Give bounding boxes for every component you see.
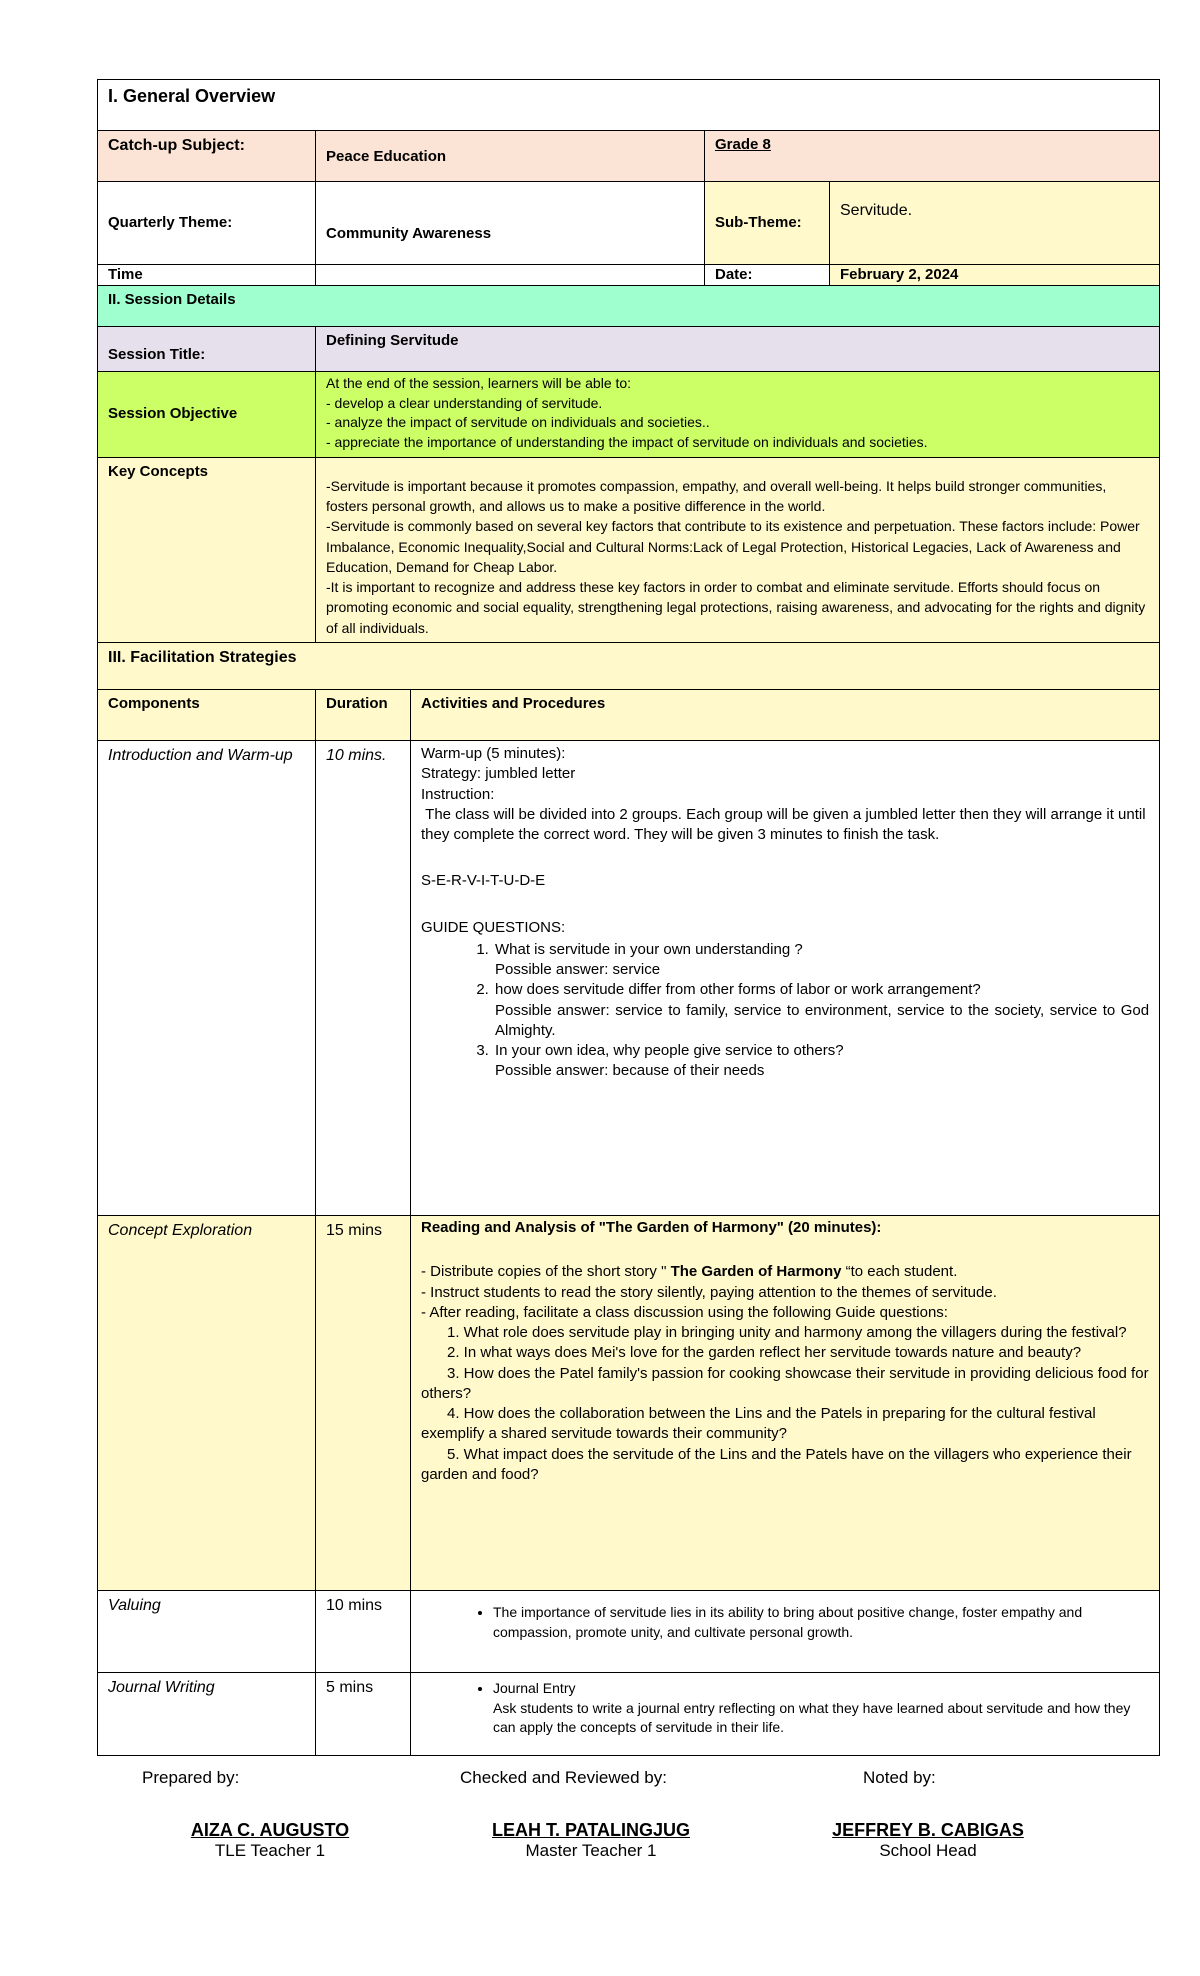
- sub-theme-value: Servitude.: [830, 182, 1160, 265]
- objective-line: - appreciate the importance of understanding the impact of servitude on individuals and societies.: [326, 434, 928, 451]
- guide-question: In your own idea, why people give service to others?: [495, 1042, 844, 1059]
- valuing-item: • The importance of servitude lies in its ability to bring about positive change, foster empathy and compassion, promote unity, and cultivate personal growth.: [493, 1603, 1149, 1642]
- checked-signatory: [460, 1820, 722, 1861]
- distribute-text: - Distribute copies of the short story ": [421, 1263, 671, 1281]
- time-value: [316, 265, 705, 286]
- instruction-label: Instruction:: [421, 785, 495, 803]
- lesson-plan-table: [97, 79, 1160, 1756]
- guide-questions-label: GUIDE QUESTIONS:: [421, 918, 566, 936]
- story-title: The Garden of Harmony: [670, 1263, 842, 1281]
- objective-line: - analyze the impact of servitude on individuals and societies..: [326, 414, 710, 431]
- catchup-subject-label: Catch-up Subject:: [98, 131, 316, 182]
- possible-answer: Possible answer: service: [495, 961, 661, 978]
- concept-paragraph: -Servitude is important because it promotes compassion, empathy, and overall well-being. It helps build stronger communities, fosters personal growth, and allows us to make a positive difference in the world.: [326, 477, 1107, 514]
- guide-question-item: [493, 940, 1149, 981]
- journal-entry-text: Ask students to write a journal entry reflecting on what they have learned about servitude and how they can apply the concepts of servitude in their life.: [493, 1699, 1131, 1736]
- noted-by-label: Noted by:: [863, 1768, 936, 1787]
- sub-theme-label: Sub-Theme:: [705, 182, 830, 265]
- catchup-subject-value: Peace Education: [316, 131, 705, 182]
- strategy-text: Strategy: jumbled letter: [421, 765, 576, 783]
- components-column-header: Components: [98, 690, 316, 741]
- concept-activities: [411, 1216, 1160, 1591]
- checked-name: LEAH T. PATALINGJUG: [492, 1820, 690, 1840]
- journal-list: [421, 1679, 1149, 1738]
- distribute-line: [421, 1262, 1149, 1282]
- objective-line: - develop a clear understanding of servitude.: [326, 394, 603, 411]
- prepared-name: AIZA C. AUGUSTO: [190, 1820, 350, 1840]
- time-label: Time: [98, 265, 316, 286]
- discussion-question: 3. How does the Patel family's passion for cooking showcase their servitude in providing delicious food for others?: [421, 1364, 1149, 1402]
- session-title-label: Session Title:: [98, 327, 316, 372]
- possible-answer: Possible answer: because of their needs: [495, 1062, 765, 1080]
- valuing-activities: [411, 1591, 1160, 1673]
- session-title-value: Defining Servitude: [316, 327, 1160, 372]
- general-overview-heading: I. General Overview: [98, 80, 1160, 131]
- checked-by-label: Checked and Reviewed by:: [460, 1768, 667, 1787]
- key-concepts-label: Key Concepts: [98, 457, 316, 642]
- warmup-label: Warm-up (5 minutes):: [421, 745, 566, 762]
- checked-title: Master Teacher 1: [525, 1841, 657, 1860]
- activities-column-header: Activities and Procedures: [411, 690, 1160, 741]
- guide-questions-list: [421, 940, 1149, 1082]
- guide-question: What is servitude in your own understanding ?: [495, 940, 803, 958]
- facilitation-heading: III. Facilitation Strategies: [98, 643, 1160, 690]
- discussion-question: 1. What role does servitude play in bringing unity and harmony among the villagers during the festival?: [447, 1324, 1127, 1341]
- discussion-question: 5. What impact does the servitude of the Lins and the Patels have on the villagers who experience their garden and food?: [421, 1445, 1132, 1483]
- instruct-line: - Instruct students to read the story silently, paying attention to the themes of servitude.: [421, 1283, 997, 1301]
- grade-level: Grade 8: [705, 131, 1160, 182]
- session-objective-label: Session Objective: [98, 372, 316, 457]
- noted-signatory: [808, 1820, 1048, 1861]
- valuing-list: [421, 1603, 1149, 1642]
- concept-duration: 15 mins: [316, 1216, 411, 1591]
- facilitate-line: - After reading, facilitate a class discussion using the following Guide questions:: [421, 1303, 948, 1321]
- guide-question-item: [493, 1041, 1149, 1082]
- date-value: February 2, 2024: [830, 265, 1160, 286]
- journal-activities: [411, 1673, 1160, 1756]
- quarterly-theme-value: Community Awareness: [316, 182, 705, 265]
- session-details-heading: II. Session Details: [98, 286, 1160, 327]
- instruction-text: The class will be divided into 2 groups. Each group will be given a jumbled letter then they will arrange it until they complete the correct word. They will be given 3 minutes to finish the task.: [421, 805, 1150, 843]
- quarterly-theme-label: Quarterly Theme:: [98, 182, 316, 265]
- possible-answer: Possible answer: service to family, service to environment, service to the society, service to God Almighty.: [495, 1001, 1150, 1039]
- prepared-by-label: Prepared by:: [142, 1768, 240, 1787]
- prepared-signatory: [150, 1820, 390, 1861]
- distribute-text-end: “to each student.: [841, 1263, 958, 1281]
- noted-title: School Head: [879, 1841, 977, 1860]
- session-objective-text: [316, 372, 1160, 457]
- journal-duration: 5 mins: [316, 1673, 411, 1756]
- intro-duration: 10 mins.: [316, 741, 411, 1216]
- reading-analysis-heading: Reading and Analysis of "The Garden of Harmony" (20 minutes):: [421, 1219, 882, 1236]
- concept-paragraph: -Servitude is commonly based on several key factors that contribute to its existence and perpetuation. These factors include: Power Imbalance, Economic Inequality,Social and Cultural Norms:Lack of Legal Protection, Historical Legacies, Lack of Awareness and Education, Demand for Cheap Labor.: [326, 518, 1140, 575]
- noted-name: JEFFREY B. CABIGAS: [832, 1820, 1024, 1840]
- concept-component: Concept Exploration: [98, 1216, 316, 1591]
- discussion-question: 4. How does the collaboration between the Lins and the Patels in preparing for the cultural festival exemplify a shared servitude towards their community?: [421, 1405, 1096, 1443]
- lesson-plan-document: [97, 79, 1159, 1756]
- duration-column-header: Duration: [316, 690, 411, 741]
- objective-line: At the end of the session, learners will be able to:: [326, 375, 632, 392]
- jumbled-word: S-E-R-V-I-T-U-D-E: [421, 872, 546, 890]
- key-concepts-text: [316, 457, 1160, 642]
- guide-question: how does servitude differ from other forms of labor or work arrangement?: [495, 981, 981, 999]
- intro-activities: [411, 741, 1160, 1216]
- valuing-duration: 10 mins: [316, 1591, 411, 1673]
- date-label: Date:: [705, 265, 830, 286]
- journal-component: Journal Writing: [98, 1673, 316, 1756]
- prepared-title: TLE Teacher 1: [214, 1841, 326, 1860]
- concept-paragraph: -It is important to recognize and address these key factors in order to combat and eliminate servitude. Efforts should focus on promoting economic and social equality, strengthening legal protections, raising awareness, and advocating for the rights and dignity of all individuals.: [326, 579, 1146, 636]
- valuing-component: Valuing: [98, 1591, 316, 1673]
- discussion-question: 2. In what ways does Mei's love for the garden reflect her servitude towards nature and beauty?: [447, 1344, 1082, 1362]
- guide-question-item: [493, 980, 1149, 1041]
- journal-item: [493, 1679, 1149, 1738]
- journal-entry-title: Journal Entry: [493, 1680, 576, 1696]
- intro-component: Introduction and Warm-up: [98, 741, 316, 1216]
